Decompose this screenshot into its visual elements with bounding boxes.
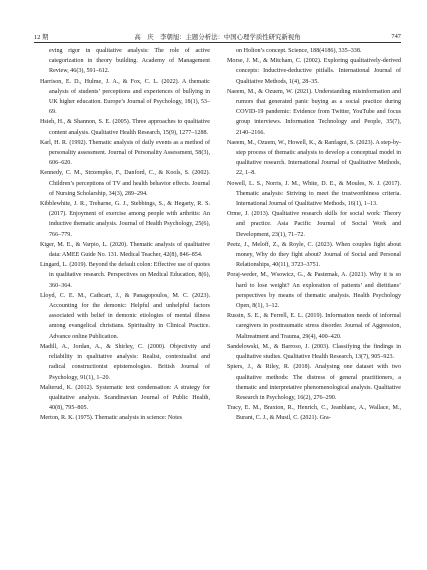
reference-entry: Kiger, M. E., & Varpio, L. (2020). Thematic analysis of qualitative data: AMEE Guide No. 131. Medical Teacher, 42(8), 846–854.: [40, 241, 210, 259]
reference-entry: Malterud, K. (2012). Systematic text condensation: A strategy for qualitative analysis. Scandinavian Journal of Public Health, 40(8), 795–805.: [40, 384, 210, 412]
reference-entry: Naeem, M., & Ozuem, W. (2021). Understanding misinformation and rumors that generated panic buying as a social practice during COVID-19 pandemic: Evidence from Twitter, YouTube and focus group interviews. Information Technology and People, 35(7), 2140–2166.: [227, 88, 401, 136]
reference-entry: Tracy, E. M., Braxton, R., Henrich, C., Jeanblanc, A., Wallace, M., Burant, C. J., & Musil, C. (2021). Gra-: [227, 405, 401, 422]
reference-column-right: [227, 46, 401, 424]
reference-entry: Karl, H. R. (1992). Thematic analysis of daily events as a method of personality assessment. Journal of Personality Assessment, 58(3), 606–620.: [40, 139, 210, 167]
reference-entry: Nowell, L. S., Norris, J. M., White, D. E., & Moules, N. J. (2017). Thematic analysis: Striving to meet the trustworthiness criteria. International Journal of Qualitative Methods, 16(1), 1–13.: [227, 180, 401, 208]
running-title: 高 庆 李朝旭：主题分析法：中国心理学质性研究新视角: [134, 33, 301, 41]
reference-entry: Madill, A., Jordan, A., & Shirley, C. (2000). Objectivity and reliability in qualitative analysis: Realist, contextualist and radical constructionist epistemologies. British Journal of Psychology, 91(1), 1–20.: [40, 343, 210, 381]
reference-entry: Orme, J. (2013). Qualitative research skills for social work: Theory and practice. Asia Pacific Journal of Social Work and Development, 23(1), 71–72.: [227, 211, 401, 238]
reference-entry: Lingard, L. (2019). Beyond the default colon: Effective use of quotes in qualitative research. Perspectives on Medical Education, 8(6), 360–364.: [40, 262, 210, 289]
reference-entry: Naeem, M., Ozuem, W., Howell, K., & Ranfagni, S. (2023). A step-by-step process of thematic analysis to develop a conceptual model in qualitative research. International Journal of Qualitative Methods, 22, 1–8.: [227, 139, 401, 177]
reference-entry: Harrison, E. D., Hulme, J. A., & Fox, C. L. (2022). A thematic analysis of students’ perceptions and experiences of bullying in UK higher education. Europe’s Journal of Psychology, 18(1), 53–69.: [40, 78, 210, 116]
reference-entry: Hsieh, H., & Shannon, S. E. (2005). Three approaches to qualitative content analysis. Qualitative Health Research, 15(9), 1277–1288.: [40, 119, 210, 136]
reference-entry: eving rigor in qualitative analysis: The role of active categorization in theory building. Academy of Management Review, 46(3), 591–612.: [49, 48, 210, 75]
reference-entry: Poraj-weder, M., Wsowicz, G., & Pastemak, A. (2021). Why it is so hard to lose weight? An exploration of patients’ and dietitians’ perspectives by means of thematic analysis. Health Psychology Open, 8(1), 1–12.: [227, 272, 401, 310]
page-number: 747: [391, 32, 401, 40]
reference-entry: Spiers, J., & Riley, R. (2018). Analysing one dataset with two qualitative methods: The distress of general practitioners, a thematic and interpretative phenomenological analysis. Qualitative Research in Psychology, 16(2), 276–290.: [227, 364, 401, 401]
reference-entry: Kennedy, C. M., Strzempko, F., Danford, C., & Kools, S. (2002). Children’s perceptions of TV and health behavior effects. Journal of Nursing Scholarship, 34(3), 289–294.: [40, 170, 210, 197]
reference-entry: Sandelowski, M., & Barroso, J. (2003). Classifying the findings in qualitative studies. Qualitative Health Research, 13(7), 905–923.: [227, 343, 401, 361]
reference-entry: Merton, R. K. (1975). Thematic analysis in science: Notes: [40, 415, 183, 422]
reference-entry: on Holton’s concept. Science, 188(4186), 335–338.: [236, 48, 362, 54]
header-rule: [34, 42, 401, 43]
reference-entry: Kibblewhite, J. R., Treharne, G. J., Stebbings, S., & Hegarty, R. S. (2017). Enjoyment of exercise among people with arthritis: An inductive thematic analysis. Journal of Health Psychology, 25(6), 766–779.: [40, 201, 210, 238]
reference-entry: Morse, J. M., & Mitcham, C. (2002). Exploring qualitatively-derived concepts: Inductive-deductive pitfalls. International Journal of Qualitative Methods, 1(4), 28–35.: [227, 58, 401, 85]
reference-entry: Lloyd, C. E. M., Cathcart, J., & Panagopoulos, M. C. (2023). Accounting for the demonic: Helpful and unhelpful factors associated with belief in demonic etiologies of mental illness among evangelical christians. Spirituality in Clinical Practice. Advance online Publication.: [40, 292, 210, 340]
running-header: [34, 30, 401, 42]
reference-entry: Peetz, J., Meloff, Z., & Royle, C. (2023). When couples fight about money, Why do they fight about? Journal of Social and Personal Relationships, 40(11), 3723–3751.: [227, 241, 401, 269]
issue-number: 12 期: [34, 33, 49, 41]
reference-entry: Russin, S. E., & Ferrell, E. L. (2019). Information needs of informal caregivers in posttraumatic stress disorder. Journal of Aggression, Maltreatment and Trauma, 29(4), 400–420.: [227, 313, 401, 340]
reference-column-left: [40, 46, 210, 424]
